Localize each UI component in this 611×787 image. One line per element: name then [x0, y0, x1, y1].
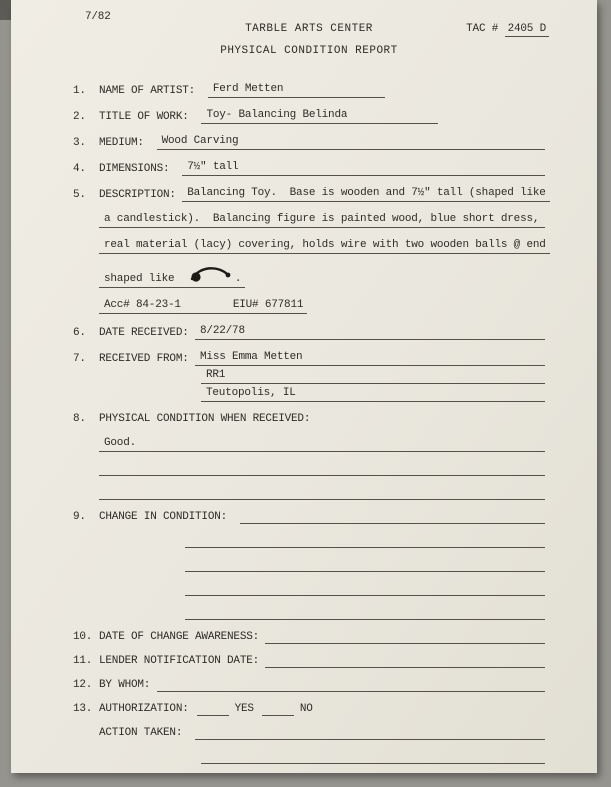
field-number: 6. [73, 327, 86, 339]
yes-label: YES [234, 703, 254, 715]
blank-line-row [73, 750, 545, 764]
field-number: 1. [73, 85, 86, 97]
field-number: 8. [73, 413, 86, 425]
physical-condition-value-row [73, 436, 545, 452]
blank-line [185, 534, 545, 548]
paper-sheet [11, 0, 597, 773]
accession-line [73, 298, 545, 314]
field-artist [73, 82, 545, 98]
change-in-condition-value [240, 522, 545, 524]
acc-number: Acc# 84-23-1 [104, 299, 181, 311]
field-action-taken [73, 726, 545, 740]
field-label: ACTION TAKEN: [99, 727, 183, 739]
description-line4-text: shaped like [104, 273, 181, 285]
field-number: 5. [73, 189, 86, 201]
field-change-in-condition [73, 510, 545, 524]
blank-line [185, 582, 545, 596]
field-label: DATE RECEIVED: [99, 327, 189, 339]
form-code: 7/82 [85, 11, 111, 23]
field-medium [73, 134, 545, 150]
blank-line [99, 486, 545, 500]
action-taken-value [195, 738, 545, 740]
field-label: RECEIVED FROM: [99, 353, 189, 365]
field-number: 2. [73, 111, 86, 123]
form-content [11, 0, 597, 773]
field-title-of-work [73, 108, 545, 124]
blank-line [201, 750, 545, 764]
no-blank [262, 703, 294, 716]
field-number: 10. [73, 631, 93, 643]
description-line4 [99, 264, 245, 288]
received-from-continued [73, 368, 545, 384]
field-description [73, 186, 545, 202]
field-date-of-change [73, 630, 545, 644]
by-whom-value [157, 690, 545, 692]
field-by-whom [73, 678, 545, 692]
description-line4-period: . [234, 273, 242, 285]
tac-number: 2405 D [505, 23, 549, 37]
description-line2: a candlestick). Balancing figure is painted wood, blue short dress, [99, 212, 545, 228]
tac-label: TAC # [466, 23, 505, 35]
field-label: DIMENSIONS: [99, 163, 170, 175]
tac-number-field [466, 22, 549, 36]
accession-numbers [99, 298, 307, 314]
field-number: 3. [73, 137, 86, 149]
blank-line-row [73, 558, 545, 572]
field-label: BY WHOM: [99, 679, 151, 691]
description-line1: Balancing Toy. Base is wooden and 7½" tall (shaped like [182, 186, 549, 202]
eiu-number: EIU# 677811 [232, 299, 304, 311]
description-continued [73, 238, 545, 254]
field-date-received [73, 324, 545, 340]
received-from-line3: Teutopolis, IL [201, 386, 545, 402]
lender-notification-value [265, 666, 545, 668]
field-label: NAME OF ARTIST: [99, 85, 196, 97]
field-number: 11. [73, 655, 93, 667]
description-line3: real material (lacy) covering, holds wire with two wooden balls @ end [99, 238, 550, 254]
no-label: NO [299, 703, 313, 715]
blank-line [99, 462, 545, 476]
field-label: DESCRIPTION: [99, 189, 176, 201]
blank-line [201, 774, 545, 787]
received-from-line1: Miss Emma Metten [195, 350, 545, 366]
medium-value: Wood Carving [157, 134, 545, 150]
blank-line [185, 558, 545, 572]
field-label: TITLE OF WORK: [99, 111, 189, 123]
blank-line-row [73, 606, 545, 620]
field-label: DATE OF CHANGE AWARENESS: [99, 631, 260, 643]
received-from-line2: RR1 [201, 368, 545, 384]
field-number: 13. [73, 703, 93, 715]
description-continued [73, 212, 545, 228]
dimensions-value: 7½" tall [182, 160, 545, 176]
field-number: 7. [73, 353, 86, 365]
artist-value: Ferd Metten [208, 82, 385, 98]
field-label: CHANGE IN CONDITION: [99, 511, 228, 523]
blank-line-row [73, 486, 545, 500]
field-number: 9. [73, 511, 86, 523]
yes-blank [197, 703, 229, 716]
field-dimensions [73, 160, 545, 176]
report-title: PHYSICAL CONDITION REPORT [220, 45, 398, 57]
hand-drawn-shape [187, 264, 233, 284]
blank-line-row [73, 462, 545, 476]
field-authorization [73, 702, 545, 716]
field-label: AUTHORIZATION: [99, 703, 189, 715]
field-physical-condition [73, 412, 545, 426]
field-label: PHYSICAL CONDITION WHEN RECEIVED: [99, 413, 311, 425]
date-received-value: 8/22/78 [195, 324, 545, 340]
physical-condition-value: Good. [99, 436, 545, 452]
org-title: TARBLE ARTS CENTER [245, 23, 373, 35]
form-header [73, 6, 545, 82]
blank-line-row [73, 582, 545, 596]
field-lender-notification [73, 654, 545, 668]
field-label: LENDER NOTIFICATION DATE: [99, 655, 260, 667]
field-received-from [73, 350, 545, 366]
blank-line-row [73, 774, 545, 787]
blank-line [185, 606, 545, 620]
blank-line-row [73, 534, 545, 548]
date-of-change-value [265, 642, 545, 644]
field-number: 12. [73, 679, 93, 691]
field-label: MEDIUM: [99, 137, 144, 149]
title-of-work-value: Toy- Balancing Belinda [201, 108, 438, 124]
field-number: 4. [73, 163, 86, 175]
received-from-continued [73, 386, 545, 402]
description-continued [73, 264, 545, 288]
